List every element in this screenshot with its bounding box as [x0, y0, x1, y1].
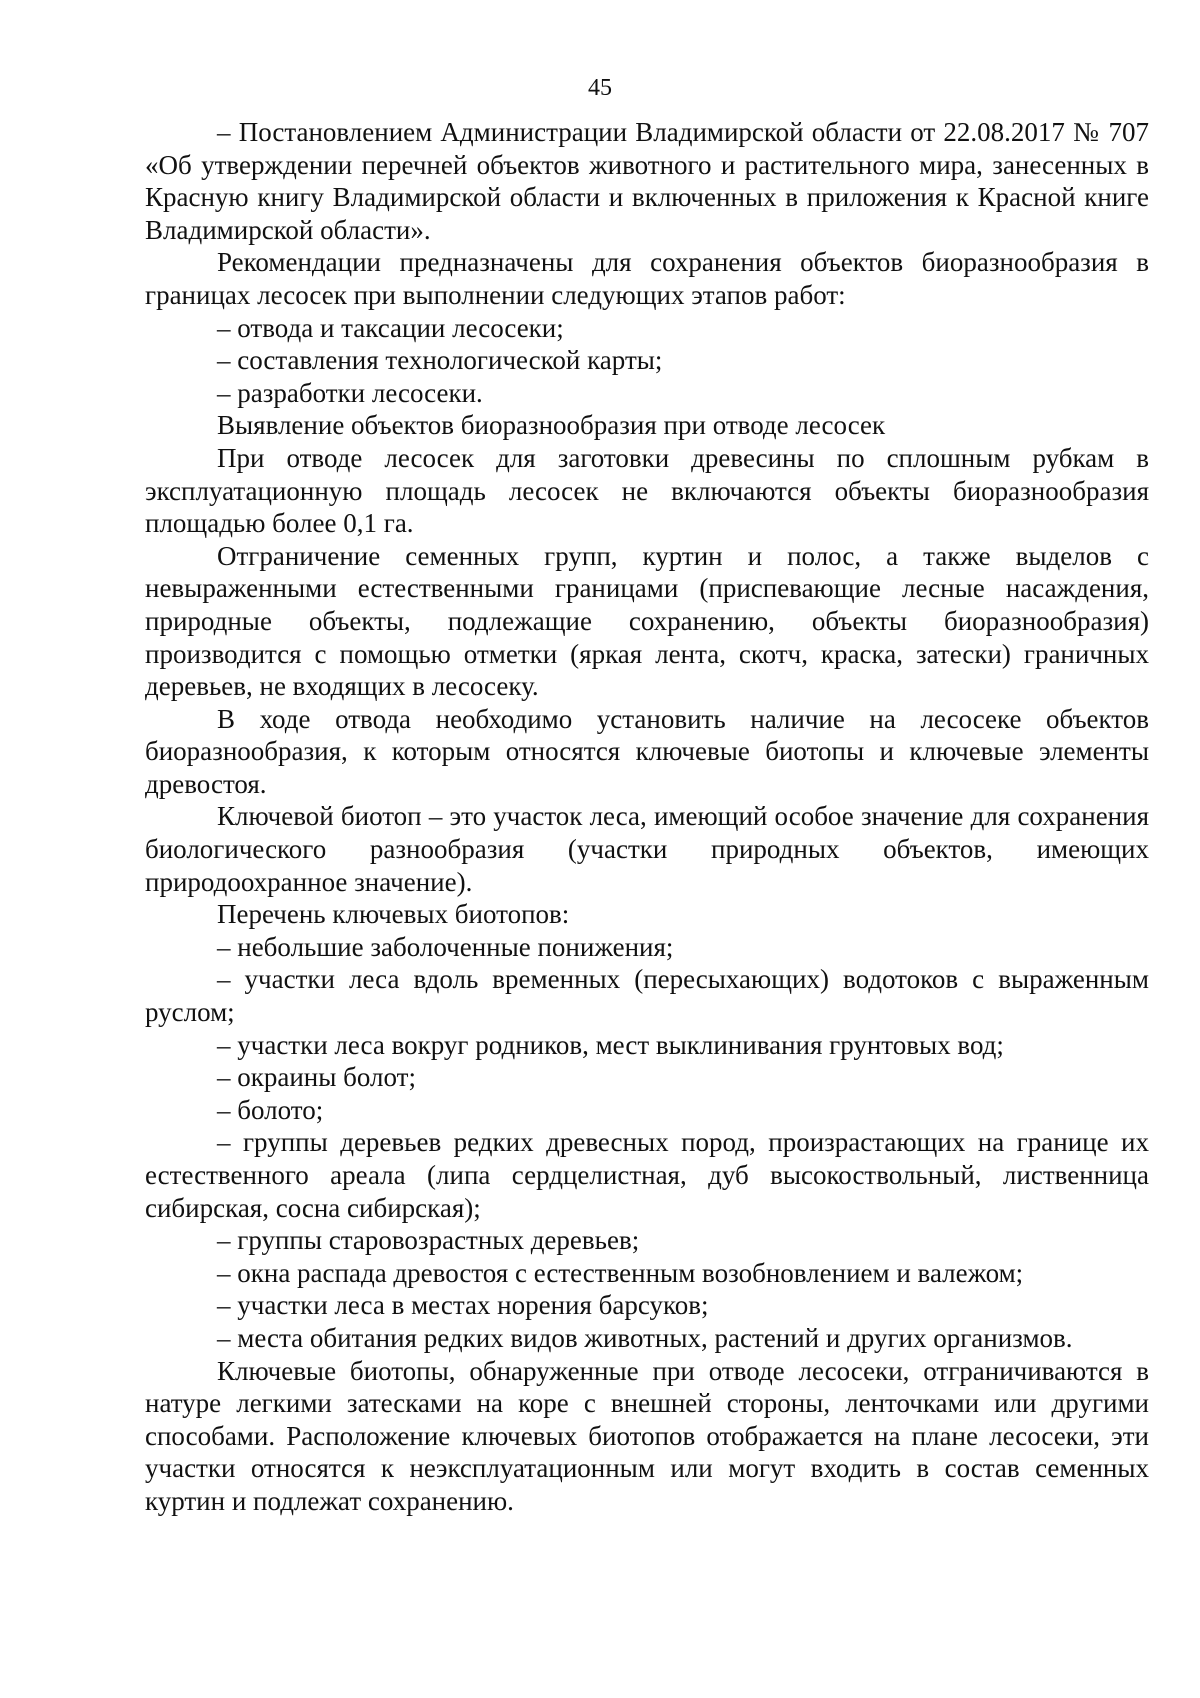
document-body: [145, 116, 1149, 1518]
list-item-biotope: – участки леса вокруг родников, мест выклинивания грунтовых вод;: [217, 1029, 1004, 1060]
list-item-biotope: – окна распада древостоя с естественным возобновлением и валежом;: [217, 1257, 1024, 1288]
paragraph-allotment: При отводе лесосек для заготовки древесины по сплошным рубкам в эксплуатационную площадь лесосек не включаются объекты биоразнообразия площадью более 0,1 га.: [145, 442, 1149, 539]
list-item-biotope: – группы старовозрастных деревьев;: [217, 1225, 640, 1256]
paragraph-biotope-marking: Ключевые биотопы, обнаруженные при отводе лесосеки, отграничиваются в натуре легкими затесками на коре с внешней стороны, ленточками или другими способами. Расположение ключевых биотопов отображается на плане лесосеки, эти участки относятся к неэксплуатационным или могут входить в состав семенных куртин и подлежат сохранению.: [145, 1355, 1149, 1516]
paragraph-recommendations-purpose: Рекомендации предназначены для сохранения объектов биоразнообразия в границах лесосек при выполнении следующих этапов работ:: [145, 247, 1149, 310]
paragraph-delimitation: Отграничение семенных групп, куртин и полос, а также выделов с невыраженными естественными границами (приспевающие лесные насаждения, природные объекты, подлежащие сохранению, объекты биоразнообразия) производится с помощью отметки (яркая лента, скотч, краска, затески) граничных деревьев, не входящих в лесосеку.: [145, 540, 1149, 702]
page-number: 45: [588, 75, 612, 101]
list-heading-key-biotopes: Перечень ключевых биотопов:: [217, 899, 570, 930]
list-item-stage: – отвода и таксации лесосеки;: [217, 312, 564, 343]
list-item-biotope: – участки леса в местах норения барсуков;: [217, 1290, 709, 1321]
paragraph-resolution-reference: – Постановлением Администрации Владимирской области от 22.08.2017 № 707 «Об утверждении перечней объектов животного и растительного мира, занесенных в Красную книгу Владимирской области и включенных в приложения к Красной книге Владимирской области».: [145, 117, 1149, 245]
list-item-stage: – составления технологической карты;: [217, 345, 663, 376]
list-item-biotope: – небольшие заболоченные понижения;: [217, 931, 674, 962]
list-item-biotope: – окраины болот;: [217, 1062, 416, 1093]
list-item-stage: – разработки лесосеки.: [217, 377, 483, 408]
paragraph-key-biotope-definition: Ключевой биотоп – это участок леса, имеющий особое значение для сохранения биологического разнообразия (участки природных объектов, имеющих природоохранное значение).: [145, 801, 1149, 897]
list-item-biotope: – участки леса вдоль временных (пересыхающих) водотоков с выраженным руслом;: [145, 964, 1149, 1028]
list-item-biotope: – болото;: [217, 1094, 324, 1125]
list-item-biotope: – места обитания редких видов животных, растений и других организмов.: [217, 1322, 1073, 1353]
section-heading: Выявление объектов биоразнообразия при отводе лесосек: [217, 410, 886, 441]
paragraph-allotment-check: В ходе отвода необходимо установить наличие на лесосеке объектов биоразнообразия, к которым относятся ключевые биотопы и ключевые элементы древостоя.: [145, 703, 1149, 799]
list-item-biotope: – группы деревьев редких древесных пород, произрастающих на границе их естественного ареала (липа сердцелистная, дуб высокоствольный, лиственница сибирская, сосна сибирская);: [145, 1127, 1149, 1223]
